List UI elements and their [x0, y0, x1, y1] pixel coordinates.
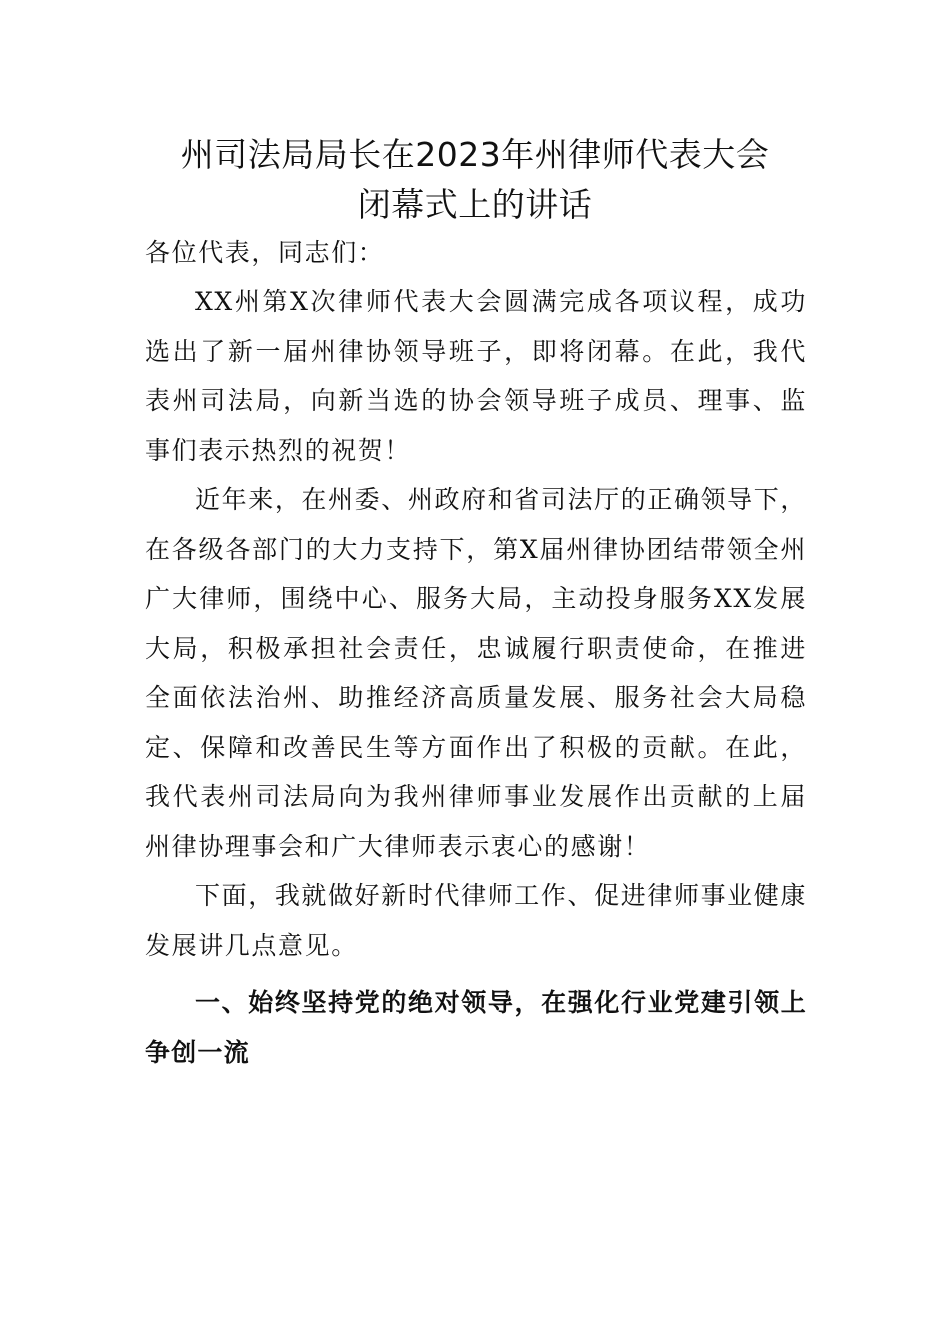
salutation: 各位代表，同志们：	[145, 238, 385, 267]
paragraph-achievements: 近年来，在州委、州政府和省司法厅的正确领导下，在各级各部门的大力支持下，第X届州律协团结带领全州广大律师，围绕中心、服务大局，主动投身服务XX发展大局，积极承担社会责任，忠诚履行职责使命，在推进全面依法治州、助推经济高质量发展、服务社会大局稳定、保障和改善民生等方面作出了积极的贡献。在此，我代表州司法局向为我州律师事业发展作出贡献的上届州律协理事会和广大律师表示衷心的感谢！	[145, 485, 807, 861]
document-title-line-1: 州司法局局长在2023年州律师代表大会	[180, 135, 770, 174]
section-heading-1: 一、始终坚持党的绝对领导，在强化行业党建引领上争创一流	[145, 988, 807, 1067]
paragraph-congratulations: XX州第X次律师代表大会圆满完成各项议程，成功选出了新一届州律协领导班子，即将闭幕。在此，我代表州司法局，向新当选的协会领导班子成员、理事、监事们表示热烈的祝贺！	[145, 287, 807, 465]
document-title-line-2: 闭幕式上的讲话	[357, 185, 593, 224]
paragraph-introduction: 下面，我就做好新时代律师工作、促进律师事业健康发展讲几点意见。	[145, 881, 807, 960]
